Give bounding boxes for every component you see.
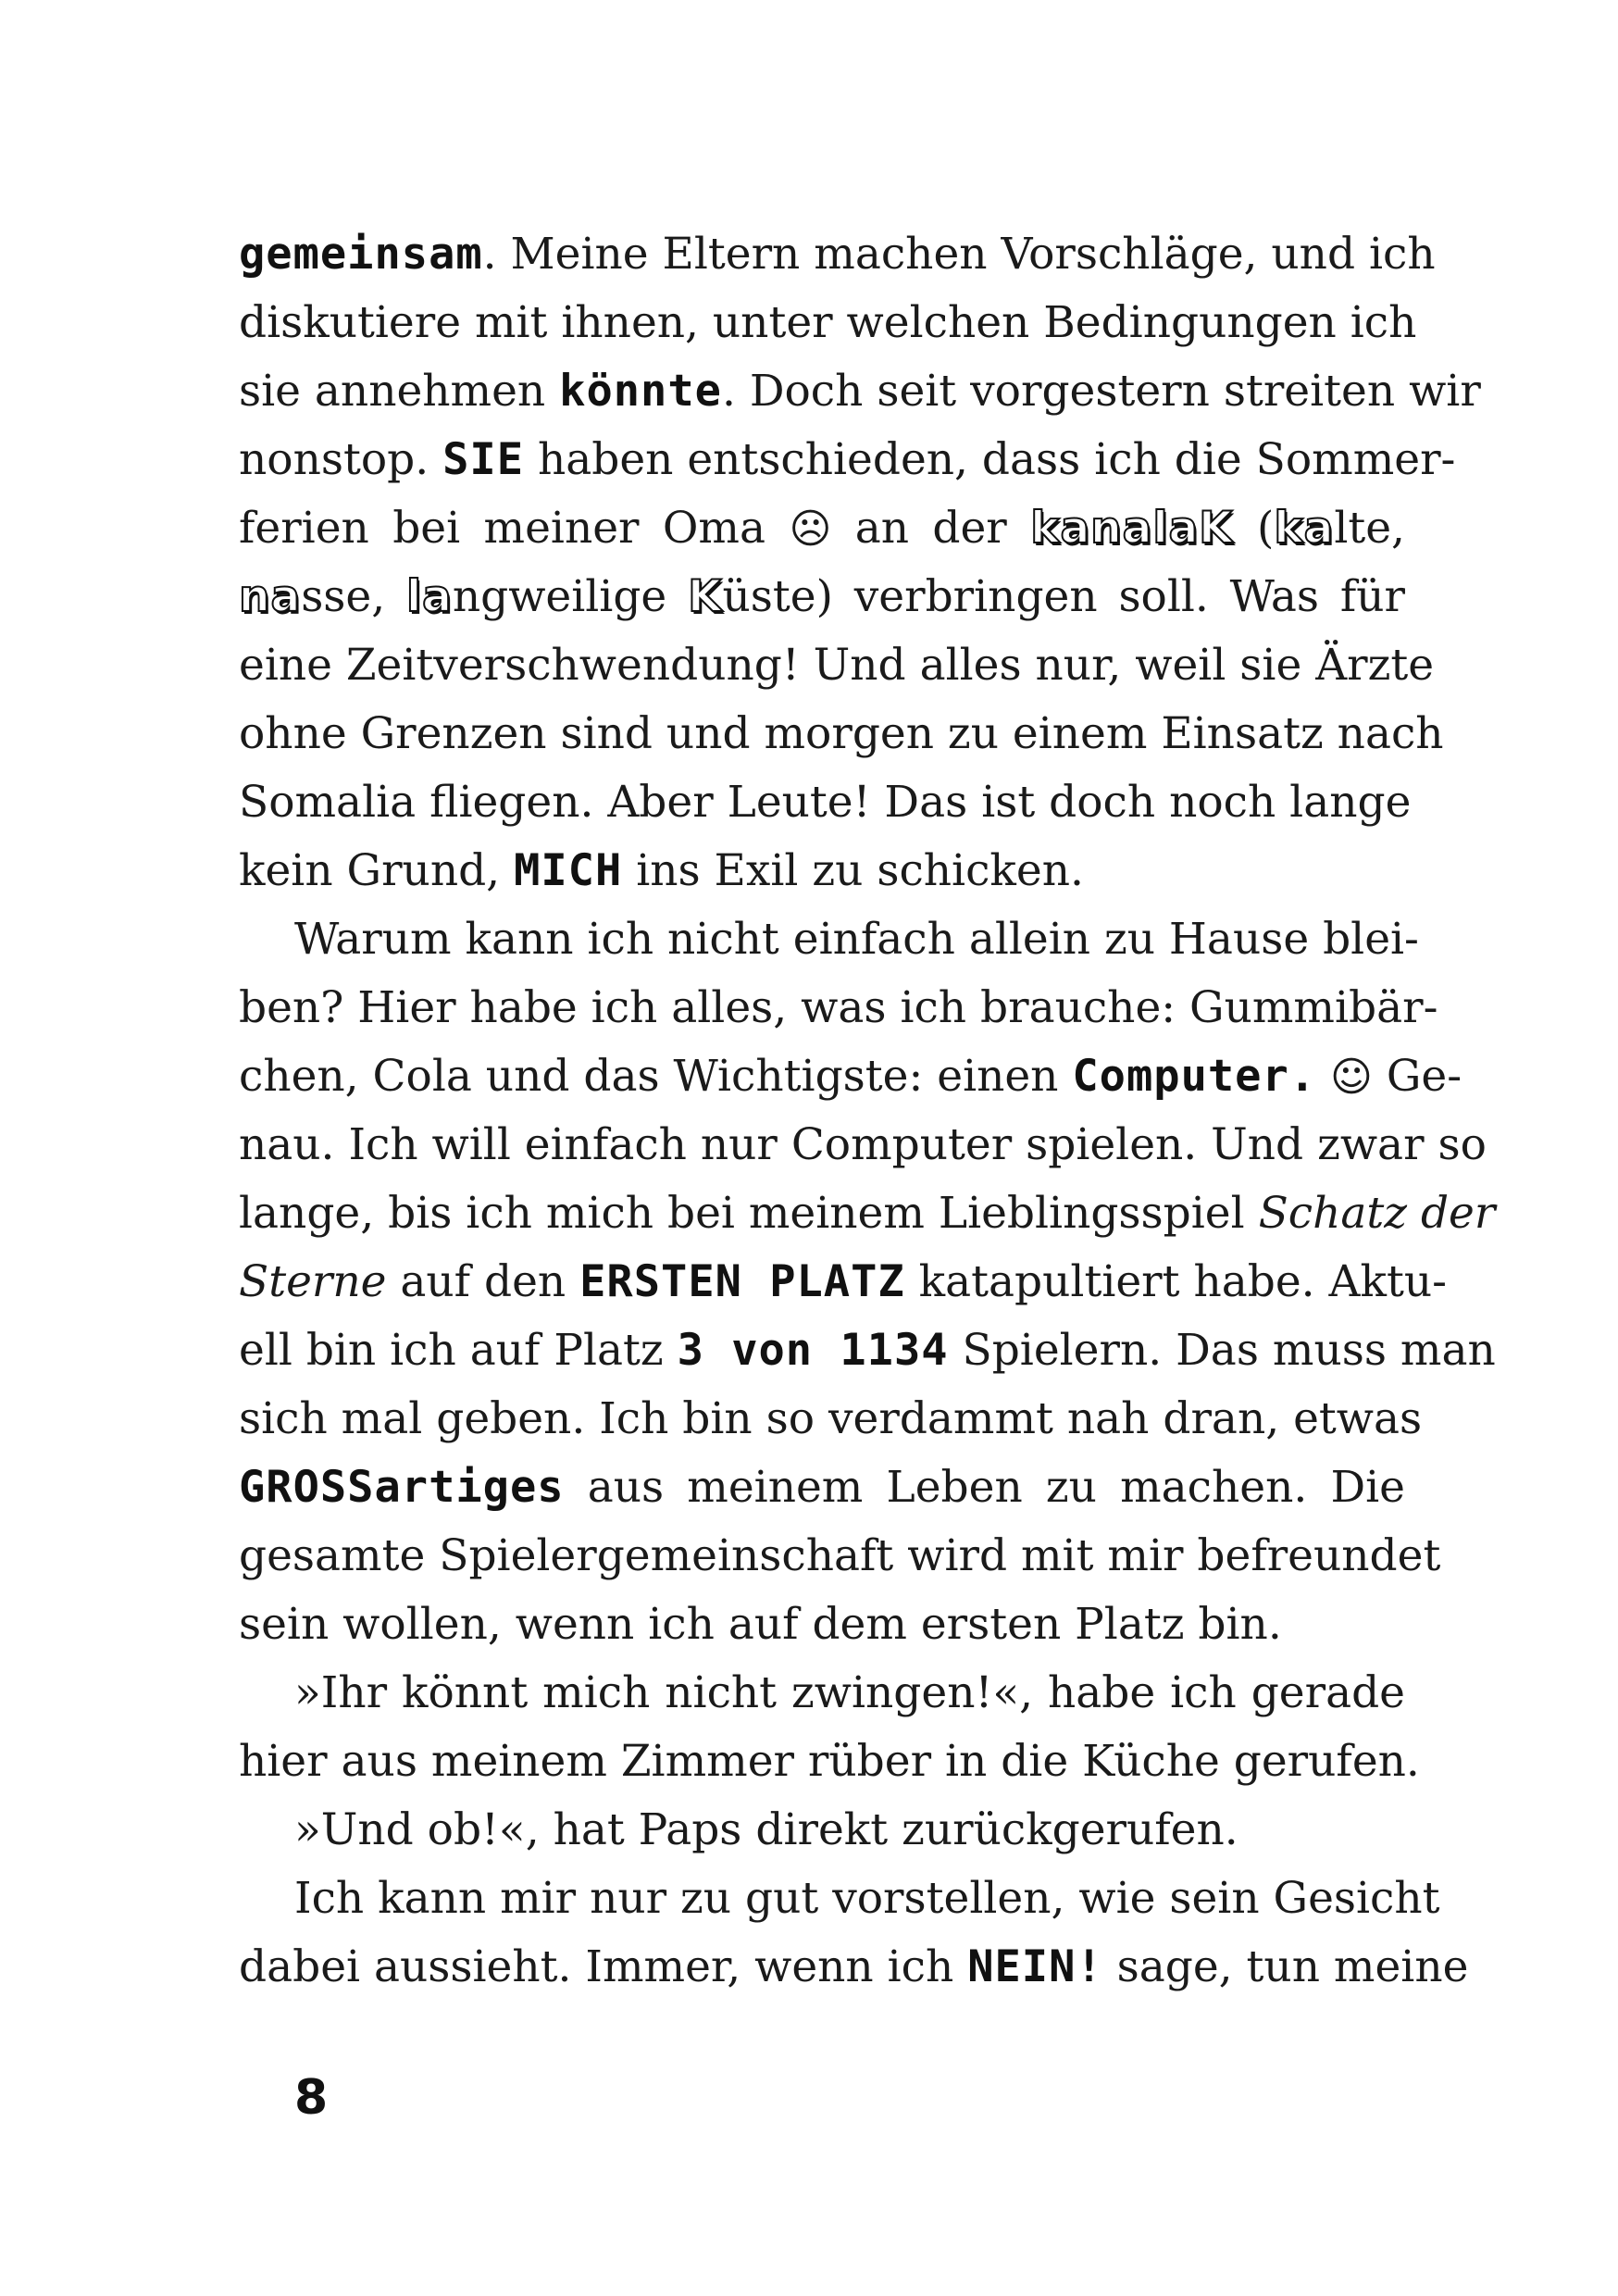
dripping-letters: la xyxy=(406,571,453,622)
smiley-face-icon: ☺ xyxy=(1330,1054,1373,1101)
handwritten-word: könnte xyxy=(559,366,722,417)
body-text xyxy=(239,220,1496,2002)
sad-face-icon: ☹ xyxy=(789,505,832,553)
dripping-letters: na xyxy=(239,571,302,622)
game-title: Sterne xyxy=(239,1256,387,1307)
text-line: »Ihr könnt mich nicht zwingen!«, habe ich gerade xyxy=(294,1667,1405,1718)
handwritten-word: Computer. xyxy=(1072,1051,1317,1102)
text-line: nonstop. SIE haben entschieden, dass ich die Sommer- xyxy=(239,434,1456,485)
text-line: sie annehmen könnte. Doch seit vorgestern streiten wir xyxy=(239,366,1481,417)
handwritten-word: gemeinsam xyxy=(239,229,483,280)
text-line: »Und ob!«, hat Paps direkt zurückgerufen. xyxy=(294,1804,1238,1855)
text-line: Warum kann ich nicht einfach allein zu Hause blei- xyxy=(294,914,1419,965)
text-line: ben? Hier habe ich alles, was ich brauche: Gummibär- xyxy=(239,982,1438,1033)
text-line: diskutiere mit ihnen, unter welchen Bedingungen ich xyxy=(239,297,1417,348)
handwritten-word: SIE xyxy=(442,434,524,485)
dripping-word: kanalaK xyxy=(1030,503,1234,554)
text-line: chen, Cola und das Wichtigste: einen Computer. ☺ Ge- xyxy=(239,1051,1462,1102)
handwritten-word: MICH xyxy=(514,845,623,896)
text-line: Somalia fliegen. Aber Leute! Das ist doch noch lange xyxy=(239,777,1412,828)
text-line: dabei aussieht. Immer, wenn ich NEIN! sage, tun meine xyxy=(239,1941,1469,1992)
text-line: nau. Ich will einfach nur Computer spielen. Und zwar so xyxy=(239,1119,1487,1170)
text-line: nasse, langweilige Küste) verbringen soll. Was für xyxy=(239,571,1406,622)
text-line: sein wollen, wenn ich auf dem ersten Platz bin. xyxy=(239,1599,1282,1650)
handwritten-word: 3 von 1134 xyxy=(677,1325,949,1376)
game-title: Schatz der xyxy=(1258,1188,1496,1239)
dripping-letters: ka xyxy=(1274,503,1335,554)
handwritten-word: NEIN! xyxy=(967,1941,1103,1992)
page-number: 8 xyxy=(294,2070,329,2126)
handwritten-word: GROSSartiges xyxy=(239,1462,565,1513)
text-line: kein Grund, MICH ins Exil zu schicken. xyxy=(239,845,1084,896)
text-line: ohne Grenzen sind und morgen zu einem Einsatz nach xyxy=(239,708,1444,759)
handwritten-word: ERSTEN PLATZ xyxy=(579,1256,905,1307)
text-line: ell bin ich auf Platz 3 von 1134 Spielern. Das muss man xyxy=(239,1325,1496,1376)
text-line: lange, bis ich mich bei meinem Lieblingsspiel Schatz der xyxy=(239,1188,1496,1239)
text-line: gesamte Spielergemeinschaft wird mit mir befreundet xyxy=(239,1530,1441,1581)
text-line: hier aus meinem Zimmer rüber in die Küche gerufen. xyxy=(239,1736,1420,1787)
text-line: sich mal geben. Ich bin so verdammt nah dran, etwas xyxy=(239,1393,1423,1444)
text-line: eine Zeitverschwendung! Und alles nur, weil sie Ärzte xyxy=(239,640,1435,691)
text-line: GROSSartiges aus meinem Leben zu machen. Die xyxy=(239,1462,1405,1513)
text-line: Sterne auf den ERSTEN PLATZ katapultiert habe. Aktu- xyxy=(239,1256,1447,1307)
text-line: Ich kann mir nur zu gut vorstellen, wie sein Gesicht xyxy=(294,1873,1440,1924)
text-line: gemeinsam. Meine Eltern machen Vorschläge, und ich xyxy=(239,229,1436,280)
dripping-letters: K xyxy=(688,571,723,622)
text-line: ferien bei meiner Oma ☹ an der kanalaK (kalte, xyxy=(239,503,1406,554)
